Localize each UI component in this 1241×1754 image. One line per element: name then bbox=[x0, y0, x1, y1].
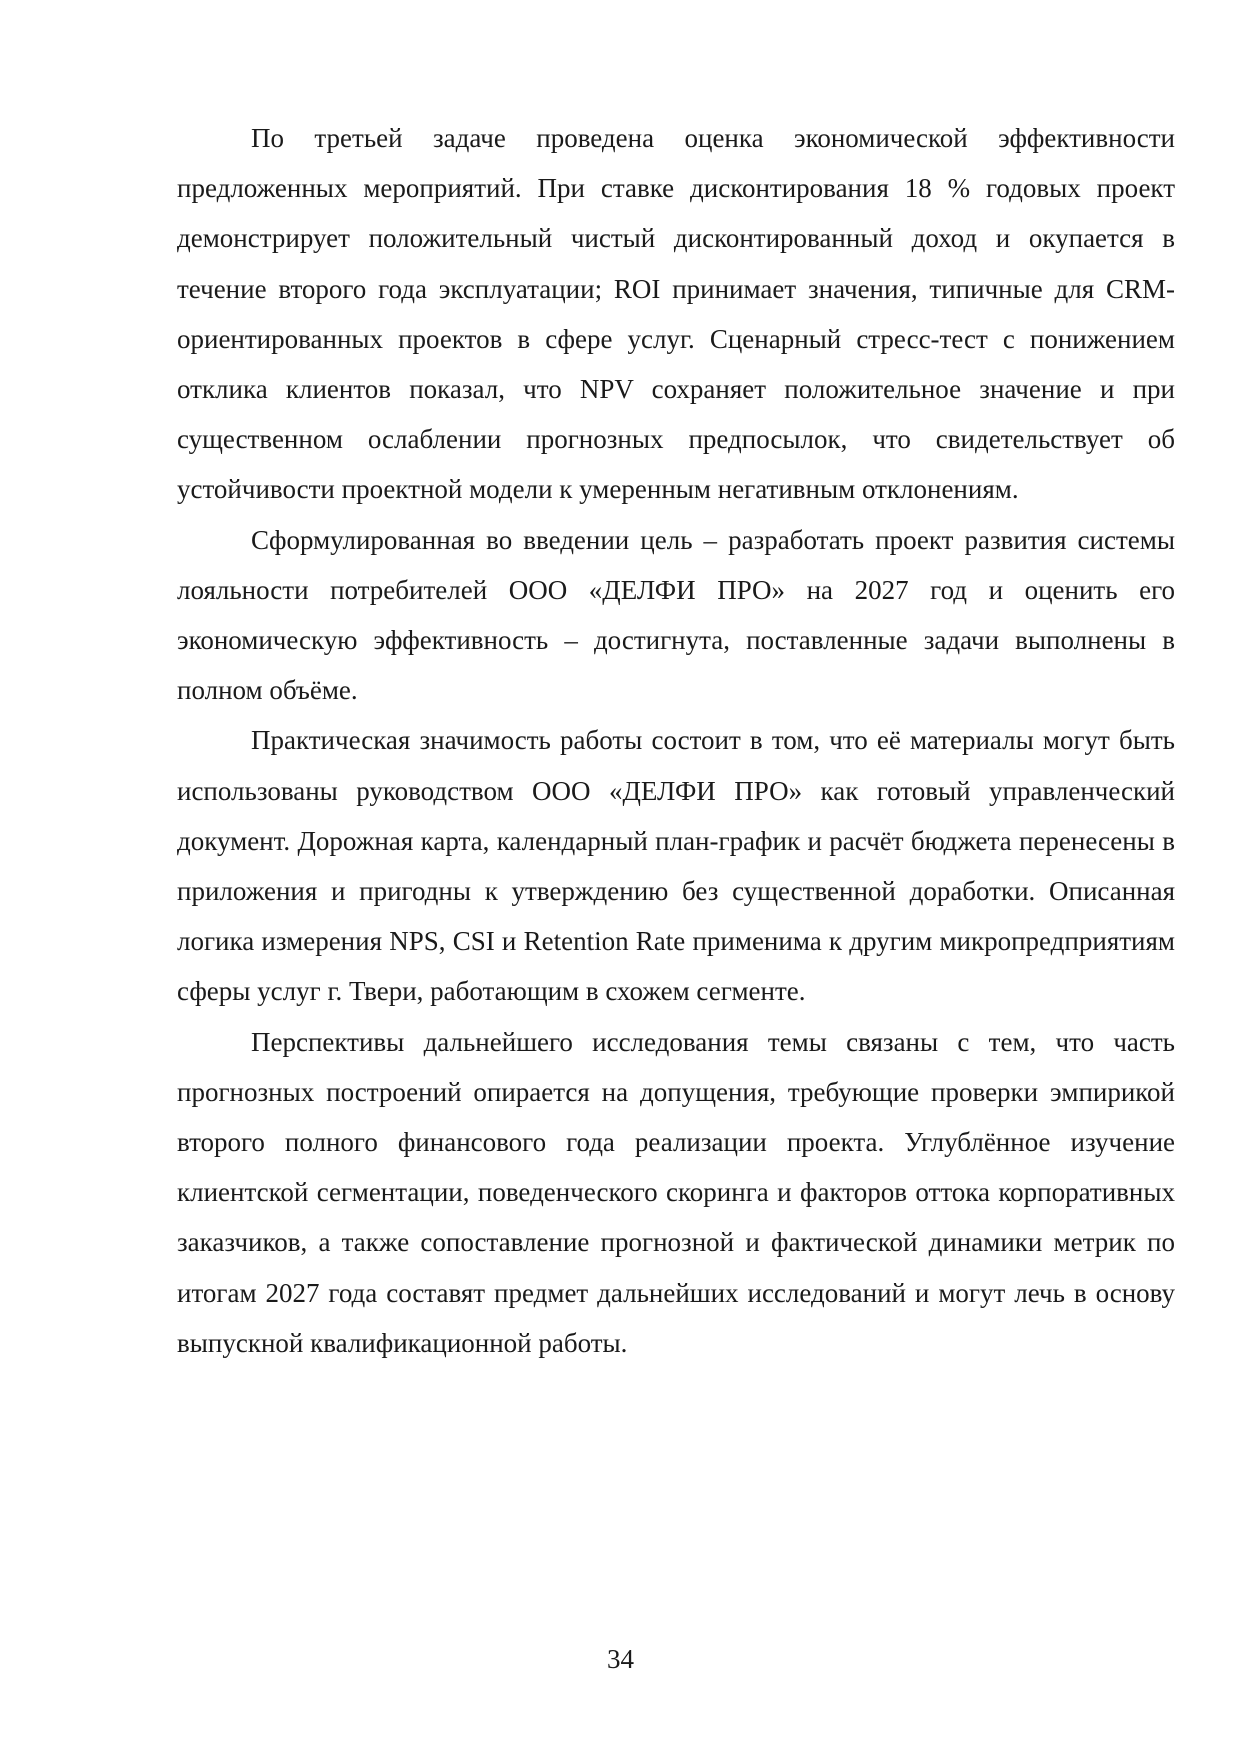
page-number: 34 bbox=[607, 1644, 634, 1674]
paragraph-goal-achieved: Сформулированная во введении цель – разработать проект развития системы лояльности потребителей ООО «ДЕЛФИ ПРО» на 2027 год и оценить его экономическую эффективность – достигнута, поставленные задачи выполнены в полном объёме. bbox=[177, 524, 1175, 706]
paragraph-economic-efficiency: По третьей задаче проведена оценка экономической эффективности предложенных мероприятий. При ставке дисконтирования 18 % годовых проект демонстрирует положительный чистый дисконтированный доход и окупается в течение второго года эксплуатации; ROI принимает значения, типичные для CRM-ориентированных проектов в сфере услуг. Сценарный стресс-тест с понижением отклика клиентов показал, что NPV сохраняет положительное значение и при существенном ослаблении прогнозных предпосылок, что свидетельствует об устойчивости проектной модели к умеренным негативным отклонениям. bbox=[177, 123, 1175, 505]
body-text bbox=[177, 113, 1175, 1368]
paragraph-practical-significance: Практическая значимость работы состоит в том, что её материалы могут быть использованы руководством ООО «ДЕЛФИ ПРО» как готовый управленческий документ. Дорожная карта, календарный план-график и расчёт бюджета перенесены в приложения и пригодны к утверждению без существенной доработки. Описанная логика измерения NPS, CSI и Retention Rate применима к другим микропредприятиям сферы услуг г. Твери, работающим в схожем сегменте. bbox=[177, 725, 1175, 1007]
paragraph-research-perspectives: Перспективы дальнейшего исследования темы связаны с тем, что часть прогнозных построений опирается на допущения, требующие проверки эмпирикой второго полного финансового года реализации проекта. Углублённое изучение клиентской сегментации, поведенческого скоринга и факторов оттока корпоративных заказчиков, а также сопоставление прогнозной и фактической динамики метрик по итогам 2027 года составят предмет дальнейших исследований и могут лечь в основу выпускной квалификационной работы. bbox=[177, 1026, 1175, 1358]
